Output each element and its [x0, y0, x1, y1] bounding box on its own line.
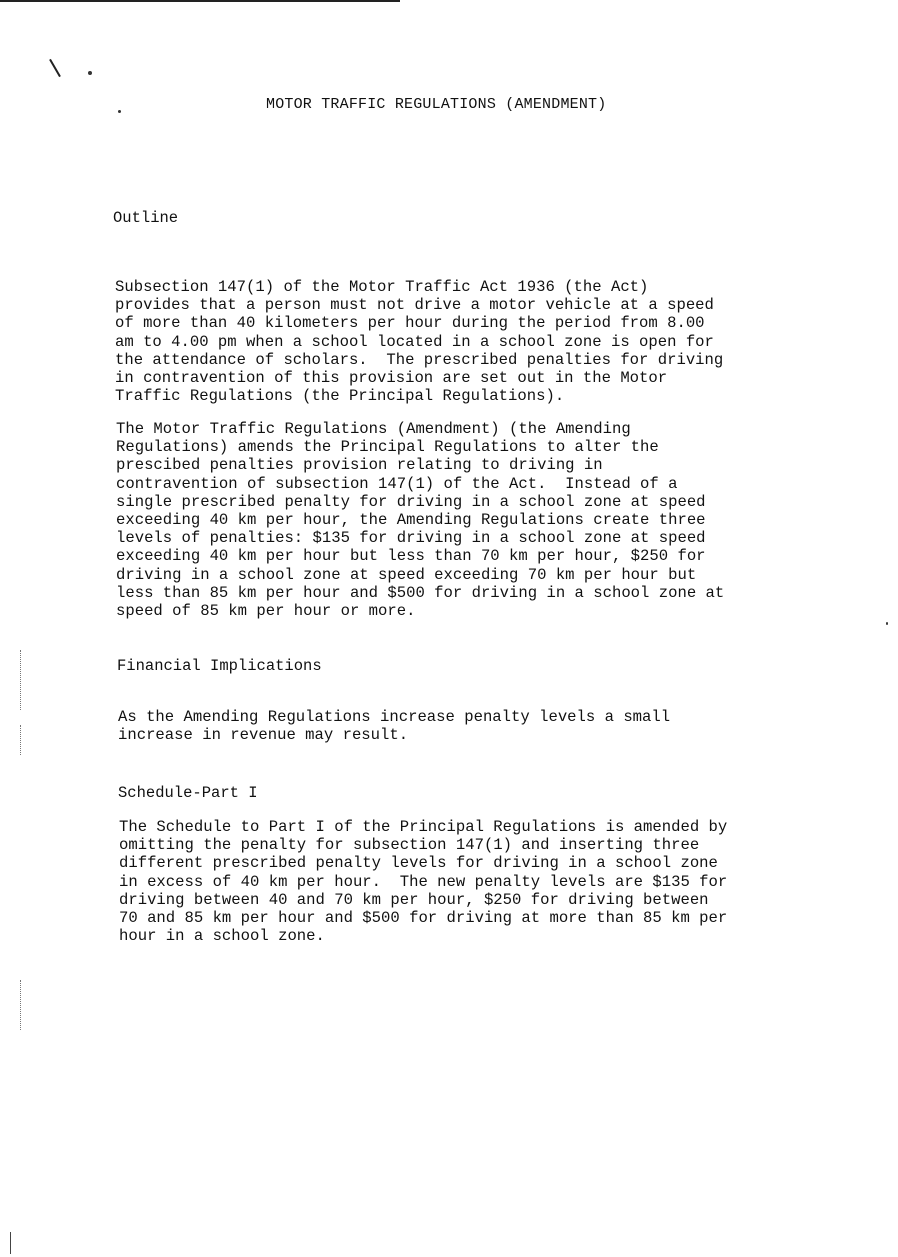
scan-mark-speck [88, 71, 92, 75]
scan-edge-left [10, 1232, 11, 1254]
paragraph-outline-1: Subsection 147(1) of the Motor Traffic Act 1936 (the Act) provides that a person must not drive a motor vehicle at a speed of more than 40 kilometers per hour during the period from 8.00 am to 4.00 pm when a school located in a school zone is open for the attendance of scholars. The prescribed penalties for driving in contravention of this provision are set out in the Motor Traffic Regulations (the Principal Regulations). [115, 278, 724, 406]
scan-mark-stroke [49, 59, 61, 77]
scan-edge-top [0, 0, 400, 2]
scan-mark-speck [118, 110, 121, 113]
paragraph-outline-2: The Motor Traffic Regulations (Amendment) (the Amending Regulations) amends the Principal Regulations to alter the prescibed penalties provision relating to driving in contravention of subsection 147(1) of the Act. Instead of a single prescribed penalty for driving in a school zone at speed exceeding 40 km per hour, the Amending Regulations create three levels of penalties: $135 for driving in a school zone at speed exceeding 40 km per hour but less than 70 km per hour, $250 for driving in a school zone at speed exceeding 70 km per hour but less than 85 km per hour and $500 for driving in a school zone at speed of 85 km per hour or more. [116, 420, 725, 621]
document-title: MOTOR TRAFFIC REGULATIONS (AMENDMENT) [266, 96, 607, 113]
paragraph-schedule-1: The Schedule to Part I of the Principal Regulations is amended by omitting the penalty for subsection 147(1) and inserting three different prescribed penalty levels for driving in a school zone in excess of 40 km per hour. The new penalty levels are $135 for driving between 40 and 70 km per hour, $250 for driving between 70 and 85 km per hour and $500 for driving at more than 85 km per hour in a school zone. [119, 818, 728, 946]
section-heading-financial: Financial Implications [117, 657, 322, 675]
margin-dots [20, 725, 22, 755]
section-heading-outline: Outline [113, 209, 179, 227]
scan-mark-speck [886, 622, 888, 625]
section-heading-schedule: Schedule-Part I [118, 784, 258, 802]
margin-dots [20, 980, 22, 1030]
paragraph-financial-1: As the Amending Regulations increase penalty levels a small increase in revenue may result. [118, 708, 671, 745]
margin-dots [20, 650, 22, 710]
